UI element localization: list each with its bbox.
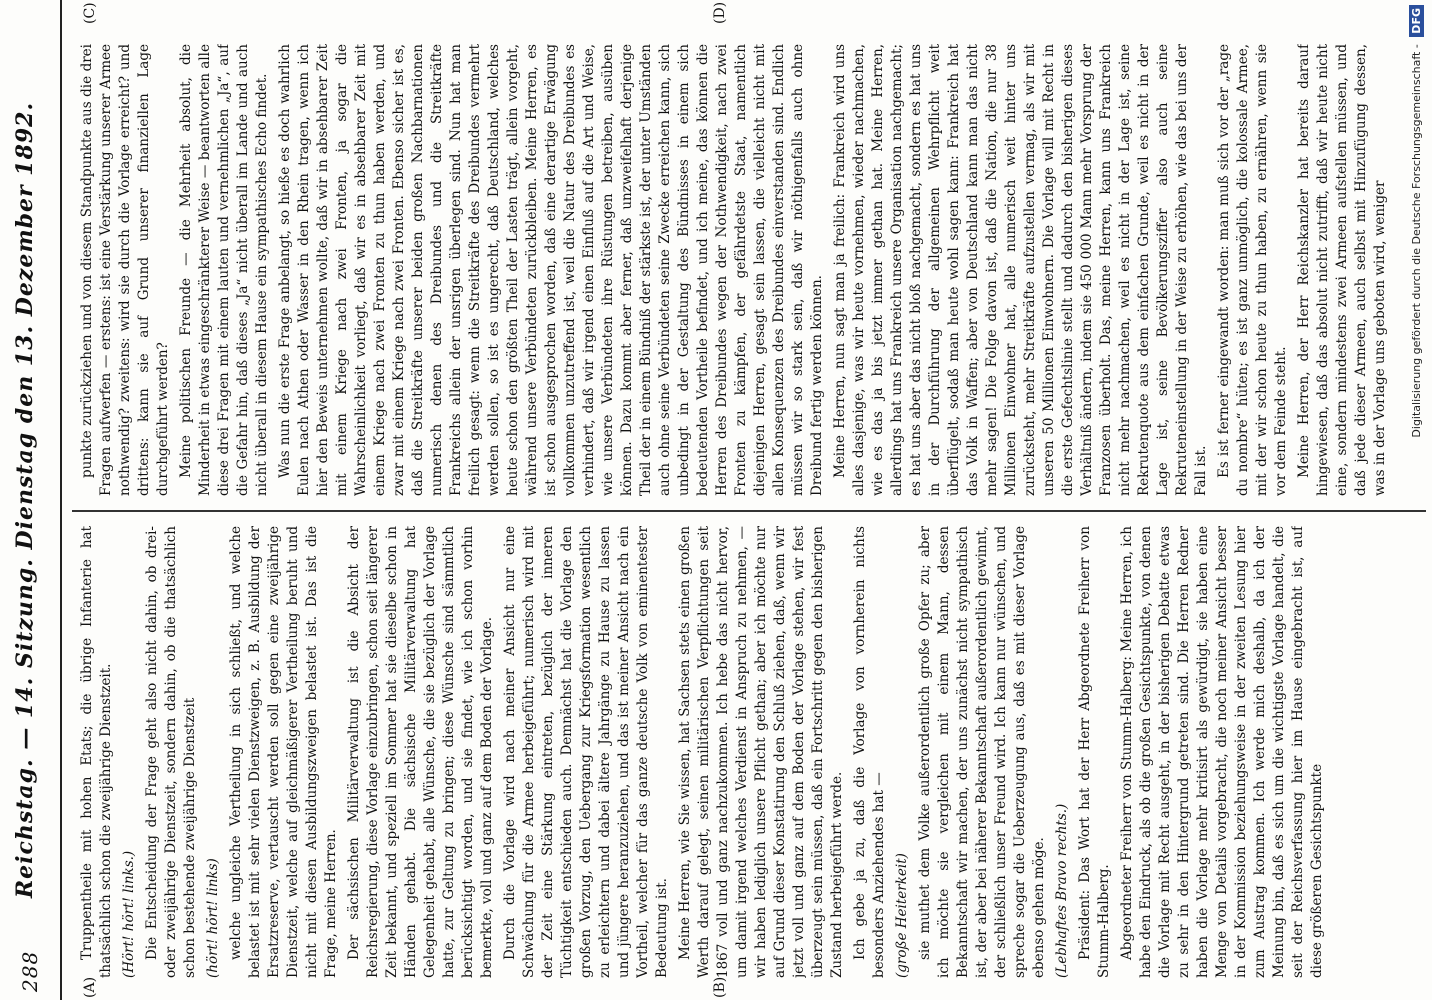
paragraph: punkte zurückziehen und von diesem Standpunkte aus die drei Fragen aufwerfen — erstens: ist eine Verstärkung unserer Armee nothwendig? zweitens: wird sie durch die Vorlage erreicht? und drittens: kann sie auf Grund unserer finanziellen Lage durchgeführt werden? [79, 44, 171, 496]
dfg-logo: DFG [1409, 5, 1424, 37]
paragraph: welche ungleiche Vertheilung in sich schließt, und welche belastet ist mit sehr vielen Dienstzweigen, z. B. Ausbildung der Ersatzreserve, vertauscht werden soll gegen eine zweijährige Dienstzeit, welche auf gleichmäßigerer Vertheilung beruht und nicht mit diesen Ausbildungszweigen belastet ist. Das ist die Frage, meine Herren. [228, 526, 339, 978]
paragraph: Es ist ferner eingewandt worden: man muß sich vor der „rage du nombre“ hüten; es ist ganz unmöglich, die kolossale Armee, mit der wir schon heute zu thun haben, zu ernähren, wenn sie vor dem Feinde steht. [1216, 44, 1289, 496]
paragraph: Die Entscheidung der Frage geht also nicht dahin, ob drei- oder zweijährige Dienstzeit, sondern dahin, ob die thatsächlich schon bestehende zweijährige Dienstzeit [144, 526, 198, 978]
margin-letter-b: (B) [712, 976, 728, 998]
margin-letter-c: (C) [82, 2, 98, 24]
paragraph: (große Heiterkeit) [894, 853, 910, 978]
right-column [78, 44, 1426, 496]
column-divider [72, 511, 1426, 513]
credit-text: Digitalisierung gefördert durch die Deutsche Forschungsgemeinschaft - [1410, 44, 1423, 438]
left-column [78, 526, 1426, 978]
paragraph: Der sächsischen Militärverwaltung ist die Absicht der Reichsregierung, diese Vorlage einzubringen, schon seit längerer Zeit bekannt, und speziell im Sommer hat sie dieselbe schon in Händen gehabt. Die sächsische Militärverwaltung hat Gelegenheit gehabt, alle Wünsche, die sie bezüglich der Vorlage hatte, zur Geltung zu bringen; diese Wünsche sind sämmtlich berücksichtigt worden, und sie findet, wie ich schon vorhin bemerkte, voll und ganz auf dem Boden der Vorlage. [346, 526, 495, 978]
paragraph: sie muthet dem Volke außerordentlich große Opfer zu; aber ich möchte sie vergleichen mit einem Mann, dessen Bekanntschaft wir machen, der uns zunächst nicht sympathisch ist, der aber bei näherer Bekanntschaft außerordentlich gewinnt, der schließlich unser Freund wird. Ich kann nur wünschen, und spreche sogar die Ueberzeugung aus, daß es mit dieser Vorlage ebenso gehen möge. [917, 526, 1047, 978]
paragraph: Präsident: Das Wort hat der Herr Abgeordnete Freiherr von Stumm-Halberg. [1077, 526, 1112, 978]
margin-letter-d: (D) [712, 1, 728, 24]
digitization-credit [1404, 0, 1430, 1000]
paragraph: Meine politischen Freunde — die Mehrheit absolut, die Minderheit in etwas eingeschränkterer Weise — beantworten alle diese drei Fragen mit einem lauten und vernehmlichen „Ja“, auf die Gefahr hin, daß dieses „Ja“ nicht überall im Lande und auch nicht überall in diesem Hause ein sympathisches Echo findet. [178, 44, 270, 496]
paragraph: Meine Herren, der Herr Reichskanzler hat bereits darauf hingewiesen, daß das absolut nicht zutrifft, daß wir heute nicht eine, sondern mindestens zwei Armeen aufstellen müssen, und daß jede dieser Armeen, auch selbst mit Hinzufügung dessen, was in der Vorlage uns geboten wird, weniger [1296, 44, 1388, 496]
page-title: Reichstag. — 14. Sitzung. Dienstag den 13. Dezember 1892. [12, 101, 38, 899]
paragraph: (hört! hört! links) [205, 858, 221, 978]
paragraph: (Lebhaftes Bravo rechts.) [1054, 803, 1070, 978]
paragraph: Ich gebe ja zu, daß die Vorlage von vornherein nichts besonders Anziehendes hat — [852, 526, 887, 978]
margin-letter-a: (A) [82, 976, 98, 998]
paragraph: Durch die Vorlage wird nach meiner Ansicht nur eine Schwächung für die Armee herbeigeführt; numerisch wird mit der Zeit eine Stärkung eintreten, bezüglich der inneren Tüchtigkeit entschieden auch. Demnächst hat die Vorlage den großen Vorzug, den Uebergang zur Kriegsformation wesentlich zu erleichtern und dabei ältere Jahrgänge zu Hause zu lassen und jüngere heranzuziehen, und das ist meiner Ansicht nach ein Vortheil, welcher für das ganze deutsche Volk von eminentester Bedeutung ist. [502, 526, 670, 978]
header-rule [60, 0, 62, 1000]
page-number: 288 [18, 950, 42, 992]
paragraph: Was nun die erste Frage anbelangt, so hieße es doch wahrlich Eulen nach Athen oder Wasser in den Rhein tragen, wenn ich hier den Beweis unternehmen wollte, daß wir in absehbarer Zeit mit einem Kriege nach zwei Fronten, ja sogar die Wahrscheinlichkeit vorliegt, daß wir es in absehbarer Zeit mit einem Kriege nach zwei Fronten zu thun haben werden, und zwar mit einem Kriege nach zwei Fronten. Ebenso sicher ist es, daß die Streitkräfte unserer beiden großen Nachbarnationen numerisch denen des Dreibundes und die Streitkräfte Frankreichs allein der unsrigen überlegen sind. Nun hat man freilich gesagt: wenn die Streitkräfte des Dreibundes vermehrt werden sollen, so ist es ungerecht, daß Deutschland, welches heute schon den größten Theil der Lasten trägt, allein vorgeht, während unsere Verbündeten zurückbleiben. Meine Herren, es ist schon ausgesprochen worden, daß eine derartige Erwägung vollkommen unzutreffend ist, weil die Natur des Dreibundes es verhindert, daß wir irgend einen Einfluß auf die Art und Weise, wie unsere Verbündeten ihre Rüstungen betreiben, ausüben können. Dazu kommt aber ferner, daß unzweifelhaft derjenige Theil der in einem Bündniß der stärkste ist, der unter Umständen auch ohne seine Verbündeten seine Zwecke erreichen kann, sich unbedingt in der Gestaltung des Bündnisses in einem sich bedeutenden Vortheile befindet, und ich meine, das können die Herren des Dreibundes wegen der Nothwendigkeit, nach zwei Fronten zu kämpfen, der gefährdetste Staat, namentlich diejenigen Herren, gesagt sein lassen, die vielleicht nicht mit allen Konsequenzen des Dreibundes einverstanden sind. Endlich müssen wir so stark sein, daß wir nöthigenfalls auch ohne Dreibund fertig werden können. [277, 44, 825, 496]
paragraph: Truppentheile mit hohen Etats; die übrige Infanterie hat thatsächlich schon die zweijährige Dienstzeit. [79, 526, 114, 978]
paragraph: (Hört! hört! links.) [121, 850, 137, 978]
paragraph: Meine Herren, wie Sie wissen, hat Sachsen stets einen großen Werth darauf gelegt, seinen militärischen Verpflichtungen seit 1867 voll und ganz nachzukommen. Ich hebe das nicht hervor, um damit irgend welches Verdienst in Anspruch zu nehmen, — wir haben lediglich unsere Pflicht gethan; aber ich möchte nur auf Grund dieser Konstatirung den Schluß ziehen, daß, wenn wir jetzt voll und ganz auf dem Boden der Vorlage stehen, wir fest überzeugt sein müssen, daß ein Fortschritt gegen den bisherigen Zustand herbeigeführt werde. [677, 526, 845, 978]
paragraph: Abgeordneter Freiherr von Stumm-Halberg: Meine Herren, ich habe den Eindruck, als ob die großen Gesichtspunkte, von denen die Vorlage mit Recht ausgeht, in der bisherigen Debatte etwas zu sehr in den Hintergrund getreten sind. Die Herren Redner haben die Vorlage mehr kritisirt als gewürdigt, sie haben eine Menge von Details vorgebracht, die noch meiner Ansicht besser in der Kommission beziehungsweise in der zweiten Lesung hier zum Austrag kommen. Ich werde mich deshalb, da ich der Meinung bin, daß es sich um die wichtigste Vorlage handelt, die seit der Reichsverfassung hier im Hause eingebracht ist, auf diese größeren Gesichtspunkte [1119, 526, 1325, 978]
credit-text-line [1404, 5, 1430, 995]
paragraph: Meine Herren, nun sagt man ja freilich: Frankreich wird uns alles dasjenige, was wir heute vornehmen, wieder nachmachen, wie es das ja bis jetzt immer gethan hat. Meine Herren, allerdings hat uns Frankreich unsere Organisation nachgemacht; es hat uns aber das nicht bloß nachgemacht, sondern es hat uns in der Durchführung der allgemeinen Wehrpflicht weit überflügelt, sodaß man heute wohl sagen kann: Frankreich hat das Volk in Waffen; aber von Deutschland kann man das nicht mehr sagen! Die Folge davon ist, daß die Nation, die nur 38 Millionen Einwohner hat, alle numerisch weit hinter uns zurücksteht, mehr Streitkräfte aufzustellen vermag, als wir mit unseren 50 Millionen Einwohnern. Die Vorlage will mit Recht in die erste Gefechtslinie stellt und dadurch den bisherigen dieses Verhältniß ändern, indem sie 450 000 Mann mehr Vorsprung der Franzosen überholt. Das, meine Herren, kann uns Frankreich nicht mehr nachmachen, weil es nicht in der Lage ist, seine Rekrutenquote aus dem einfachen Grunde, weil es nicht in der Lage ist, seine Bevölkerungsziffer also auch seine Rekruteneinstellung in der Weise zu erhöhen, wie das bei uns der Fall ist. [832, 44, 1209, 496]
